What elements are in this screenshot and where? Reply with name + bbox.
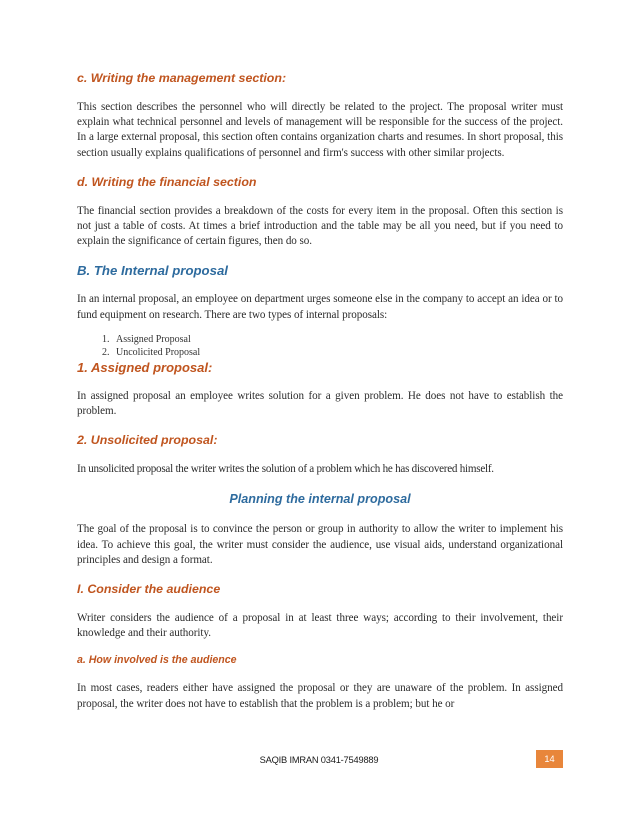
paragraph-audience-involvement: In most cases, readers either have assigned the proposal or they are unaware of the problem. In assigned proposal, the writer does not have to establish that the problem is a problem; but he or	[77, 682, 563, 710]
paragraph-financial-section: The financial section provides a breakdown of the costs for every item in the proposal. Often this section is not just a table of costs. At times a brief introduction and the table may be all you need, but if you need to explain the significance of certain figures, then do so.	[77, 204, 563, 248]
list-item: 1. Assigned Proposal	[112, 333, 563, 347]
paragraph-unsolicited-proposal: In unsolicited proposal the writer writes the solution of a problem which he has discovered himself.	[77, 463, 494, 476]
heading-planning-internal-proposal: Planning the internal proposal	[229, 492, 411, 507]
footer-author: SAQIB IMRAN 0341-7549889	[259, 755, 379, 765]
paragraph-consider-audience: Writer considers the audience of a proposal in at least three ways; according to their involvement, their knowledge and their authority.	[77, 612, 563, 640]
page-number-badge: 14	[536, 750, 563, 768]
heading-financial-section: d. Writing the financial section	[77, 174, 257, 189]
paragraph-planning-internal-proposal: The goal of the proposal is to convince the person or group in authority to allow the writer to implement his idea. To achieve this goal, the writer must consider the audience, use visual aids, understand organizational principles and design a format.	[77, 523, 563, 566]
page-content	[77, 70, 563, 712]
paragraph-assigned-proposal: In assigned proposal an employee writes solution for a given problem. He does not have to establish the problem.	[77, 389, 563, 418]
heading-management-section: c. Writing the management section:	[77, 71, 287, 85]
paragraph-management-section: This section describes the personnel who will directly be related to the project. The proposal writer must explain what technical personnel and levels of management will be responsible for the success of the project. In a large external proposal, this section often contains organization charts and resumes. In short proposal, this section usually explains qualifications of personnel and firm's success with other similar projects.	[77, 101, 563, 159]
heading-consider-audience: I. Consider the audience	[77, 582, 221, 597]
proposal-types-list	[77, 333, 563, 360]
paragraph-internal-proposal: In an internal proposal, an employee on department urges someone else in the company to accept an idea or to fund equipment on research. There are two types of internal proposals:	[77, 293, 563, 321]
heading-assigned-proposal: 1. Assigned proposal:	[77, 359, 213, 375]
heading-audience-involvement: a. How involved is the audience	[77, 654, 237, 667]
list-item: 2. Uncolicited Proposal	[112, 346, 563, 360]
heading-unsolicited-proposal: 2. Unsolicited proposal:	[77, 433, 218, 448]
heading-internal-proposal: B. The Internal proposal	[77, 263, 228, 279]
